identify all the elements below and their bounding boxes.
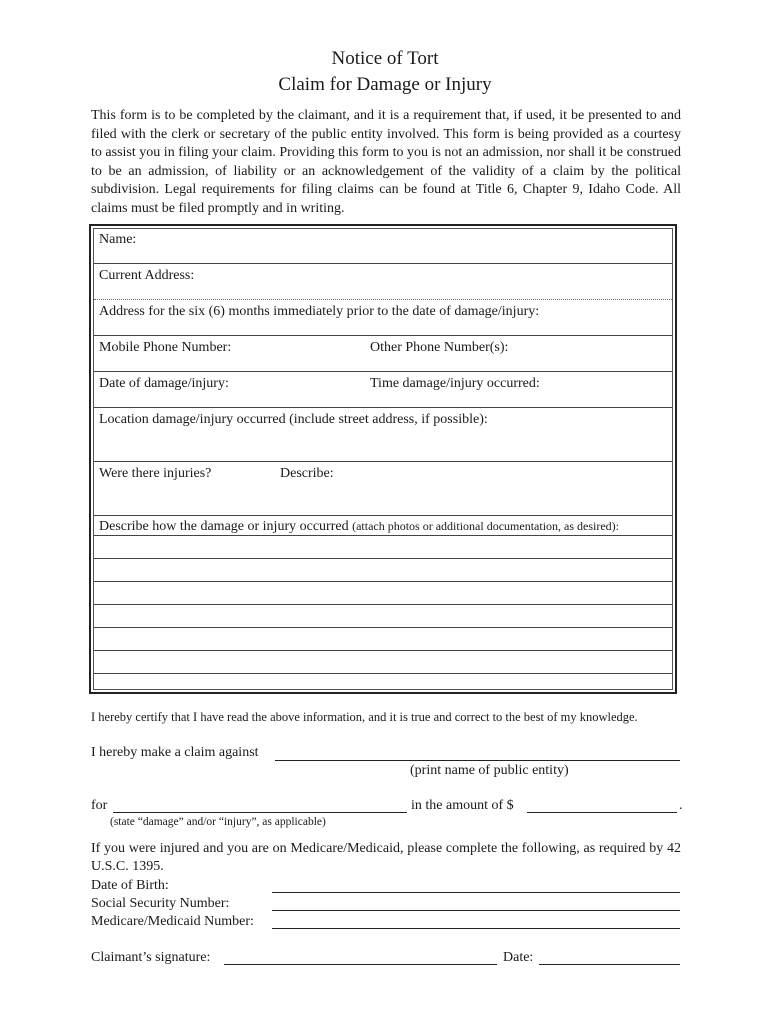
writing-line	[94, 535, 672, 536]
injuries-field[interactable]: Were there injuries?	[99, 466, 212, 481]
medicare-instructions: If you were injured and you are on Medicare/Medicaid, please complete the following, as required by 42 U.S.C. 1395.	[91, 841, 681, 874]
amount-period: .	[679, 798, 683, 813]
ssn-input[interactable]	[272, 910, 680, 911]
date-damage-field[interactable]: Date of damage/injury:	[99, 376, 229, 391]
public-entity-input[interactable]	[275, 760, 680, 761]
writing-line	[94, 604, 672, 605]
row-divider	[94, 263, 672, 264]
public-entity-caption: (print name of public entity)	[410, 763, 569, 778]
describe-how-field[interactable]	[99, 519, 619, 535]
medicare-number-input[interactable]	[272, 928, 680, 929]
claim-type-caption: (state “damage” and/or “injury”, as applicable)	[110, 816, 326, 828]
signature-input[interactable]	[224, 964, 497, 965]
claim-type-input[interactable]	[113, 812, 407, 813]
document-title: Notice of Tort	[331, 48, 439, 69]
writing-line	[94, 673, 672, 674]
describe-injuries-field[interactable]: Describe:	[280, 466, 334, 481]
document-subtitle: Claim for Damage or Injury	[278, 74, 492, 95]
other-phone-field[interactable]: Other Phone Number(s):	[370, 340, 509, 355]
writing-line	[94, 650, 672, 651]
writing-line	[94, 581, 672, 582]
signature-label: Claimant’s signature:	[91, 950, 211, 965]
amount-label: in the amount of $	[411, 798, 514, 813]
claim-for-label: for	[91, 798, 108, 813]
row-divider	[94, 371, 672, 372]
prior-address-field[interactable]: Address for the six (6) months immediately prior to the date of damage/injury:	[99, 304, 540, 319]
writing-line	[94, 627, 672, 628]
time-damage-field[interactable]: Time damage/injury occurred:	[370, 376, 540, 391]
certification-statement: I hereby certify that I have read the above information, and it is true and correct to the best of my knowledge.	[91, 710, 638, 724]
name-field[interactable]: Name:	[99, 232, 137, 247]
signature-date-label: Date:	[503, 950, 534, 965]
writing-line	[94, 558, 672, 559]
medicare-number-label: Medicare/Medicaid Number:	[91, 914, 254, 929]
signature-date-input[interactable]	[539, 964, 680, 965]
intro-paragraph: This form is to be completed by the claimant, and it is a requirement that, if used, it be presented to and filed with the clerk or secretary of the public entity involved. This form is being provided as a courtesy to assist you in filing your claim. Providing this form to you is not an admission, nor shall it be construed to be an admission, of liability or an acknowledgement of the validity of a claim by the political subdivision. Legal requirements for filing claims can be found at Title 6, Chapter 9, Idaho Code. All claims must be filed promptly and in writing.	[91, 108, 681, 216]
row-divider	[94, 515, 672, 516]
describe-how-label: Describe how the damage or injury occurred	[99, 519, 349, 534]
row-divider	[94, 461, 672, 462]
amount-input[interactable]	[527, 812, 677, 813]
dob-input[interactable]	[272, 892, 680, 893]
row-divider	[94, 407, 672, 408]
mobile-phone-field[interactable]: Mobile Phone Number:	[99, 340, 232, 355]
claim-form-box	[89, 224, 677, 694]
row-divider	[94, 299, 672, 300]
dob-label: Date of Birth:	[91, 878, 169, 893]
row-divider	[94, 335, 672, 336]
claim-form-grid	[93, 228, 673, 690]
describe-how-note: (attach photos or additional documentation, as desired):	[352, 519, 620, 533]
current-address-field[interactable]: Current Address:	[99, 268, 195, 283]
ssn-label: Social Security Number:	[91, 896, 230, 911]
claim-against-label: I hereby make a claim against	[91, 745, 259, 760]
location-field[interactable]: Location damage/injury occurred (include street address, if possible):	[99, 412, 488, 427]
